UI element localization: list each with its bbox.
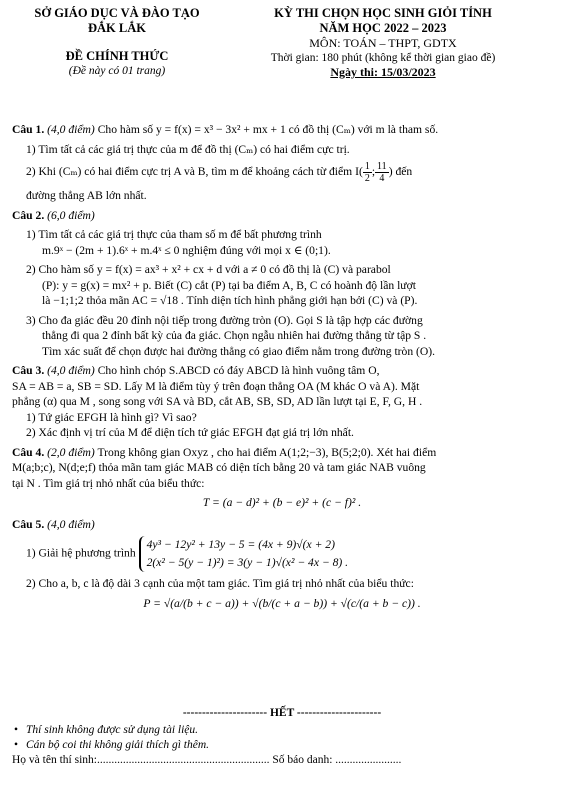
question-5 <box>12 517 552 533</box>
q4-line2: M(a;b;c), N(d;e;f) thỏa mãn tam giác MAB có diện tích bằng 20 và tam giác NAB vuông <box>12 461 426 474</box>
q5-part1-label: 1) Giải hệ phương trình <box>26 546 136 560</box>
candidate-info <box>12 753 552 768</box>
q1-head: Câu 1. <box>12 123 45 136</box>
q2-points: (6,0 điểm) <box>47 208 95 222</box>
q4-line1: Trong không gian Oxyz , cho hai điểm A(1;2;−3), B(5;2;0). Xét hai điểm <box>97 445 437 459</box>
q5-part1 <box>12 536 552 572</box>
q1-points: (4,0 điểm) <box>47 123 95 136</box>
header-right <box>218 6 548 80</box>
q5-part2: 2) Cho a, b, c là độ dài 3 cạnh của một tam giác. Tìm giá trị nhỏ nhất của biểu thức: <box>26 577 414 590</box>
candidate-id-field: Số báo danh: ....................... <box>272 754 402 766</box>
equation-system <box>139 536 349 572</box>
q3-points: (4,0 điểm) <box>47 364 95 377</box>
note-no-explanation: • Cán bộ coi thi không giải thích gì thêm. <box>12 738 552 753</box>
q5-head: Câu 5. <box>12 517 45 531</box>
q5-expression: P = √(a/(b + c − a)) + √(b/(c + a − b)) + √(c/(a + b − c)) . <box>143 596 421 610</box>
fraction <box>363 161 372 184</box>
province-name: ĐẮK LẮK <box>88 21 146 35</box>
exam-title: KỲ THI CHỌN HỌC SINH GIỎI TỈNH <box>274 6 492 20</box>
q2-head: Câu 2. <box>12 208 45 222</box>
question-1 <box>12 122 552 138</box>
q2-part1-cont: m.9ˣ − (2m + 1).6ˣ + m.4ˣ ≤ 0 nghiệm đúng với mọi x ∈ (0;1). <box>42 243 331 257</box>
q4-line3: tại N . Tìm giá trị nhỏ nhất của biểu thức: <box>12 476 205 490</box>
q3-head: Câu 3. <box>12 364 45 377</box>
time-limit: Thời gian: 180 phút (không kể thời gian giao đề) <box>270 52 496 64</box>
q3-part2: 2) Xác định vị trí của M để diện tích tứ giác EFGH đạt giá trị lớn nhất. <box>26 426 354 439</box>
q2-part2: 2) Cho hàm số y = f(x) = ax³ + x² + cx + d với a ≠ 0 có đồ thị là (C) và parabol <box>26 263 391 276</box>
q1-intro: Cho hàm số y = f(x) = x³ − 3x² + mx + 1 có đồ thị (Cₘ) với m là tham số. <box>97 123 439 136</box>
end-marker: ---------------------- HẾT ---------------------- <box>182 707 382 719</box>
official-label: ĐỀ CHÍNH THỨC <box>65 49 169 63</box>
frac-den: 4 <box>379 173 385 184</box>
q4-head: Câu 4. <box>12 445 45 459</box>
q4-expression: T = (a − d)² + (b − e)² + (c − f)² . <box>202 496 362 509</box>
fraction <box>375 161 389 184</box>
q3-line1: Cho hình chóp S.ABCD có đáy ABCD là hình vuông tâm O, <box>97 364 380 377</box>
note-no-materials: • Thí sinh không được sử dụng tài liệu. <box>12 723 552 738</box>
q1-part2-cont: đường thẳng AB lớn nhất. <box>26 189 147 202</box>
department-name: SỞ GIÁO DỤC VÀ ĐÀO TẠO <box>34 6 200 20</box>
system-eq1: 4y³ − 12y² + 13y − 5 = (4x + 9)√(x + 2) <box>146 538 335 551</box>
q3-line2: SA = AB = a, SB = SD. Lấy M là điểm tùy ý trên đoạn thẳng OA (M khác O và A). Mặt <box>12 379 420 393</box>
frac-den: 2 <box>364 173 370 184</box>
q3-part1: 1) Tứ giác EFGH là hình gì? Vì sao? <box>26 410 197 424</box>
q1-part2-end: ) đến <box>388 165 413 179</box>
system-eq2: 2(x² − 5(y − 1)²) = 3(y − 1)√(x² − 4x − 8) . <box>146 556 349 569</box>
question-2 <box>12 208 552 224</box>
exam-date: Ngày thi: 15/03/2023 <box>330 65 436 79</box>
q2-part1: 1) Tìm tất cả các giá trị thực của tham số m để bất phương trình <box>26 228 322 241</box>
q5-points: (4,0 điểm) <box>47 517 95 531</box>
frac-num: 1 <box>364 161 370 172</box>
footer <box>12 706 552 768</box>
subject: MÔN: TOÁN – THPT, GDTX <box>309 36 457 50</box>
exam-body <box>12 122 552 617</box>
pages-note: (Đề này có 01 trang) <box>68 65 166 77</box>
candidate-name-field: Họ và tên thí sinh:............................................................ <box>12 754 270 766</box>
q1-part1: 1) Tìm tất cả các giá trị thực của m để đồ thị (Cₘ) có hai điểm cực trị. <box>26 142 350 156</box>
q2-part2-line3: là −1;1;2 thỏa mãn AC = √18 . Tính diện tích hình phẳng giới hạn bởi (C) và (P). <box>42 294 418 307</box>
q2-part3-line2: thẳng đi qua 2 đỉnh bất kỳ của đa giác. Chọn ngẫu nhiên hai đường thẳng từ tập S . <box>42 329 427 342</box>
frac-num: 11 <box>377 161 387 172</box>
question-4 <box>12 445 552 461</box>
q1-part2-text: 2) Khi (Cₘ) có hai điểm cực trị A và B, tìm m để khoảng cách từ điểm I( <box>26 165 363 179</box>
q4-points: (2,0 điểm) <box>47 445 95 459</box>
header-left <box>22 6 212 78</box>
q2-part3: 3) Cho đa giác đều 20 đỉnh nội tiếp trong đường tròn (O). Gọi S là tập hợp các đường <box>26 313 423 327</box>
q3-line3: phẳng (α) qua M , song song với SA và BD, cắt AB, SB, SD, AD lần lượt tại E, F, G, H . <box>12 395 423 408</box>
q1-part2: 2) Khi (Cₘ) có hai điểm cực trị A và B, tìm m để khoảng cách từ điểm I( $\frac{1}{2}$ ; $\frac{11}{4}$ ) đến <box>26 161 413 184</box>
q2-part2-line2: (P): y = g(x) = mx² + p. Biết (C) cắt (P) tại ba điểm A, B, C có hoành độ lần lượt <box>42 278 416 292</box>
school-year: NĂM HỌC 2022 – 2023 <box>319 21 447 35</box>
question-3 <box>12 363 552 379</box>
q2-part3-line3: Tìm xác suất để chọn được hai đường thẳng có giao điểm nằm trong đường tròn (O). <box>42 344 436 358</box>
